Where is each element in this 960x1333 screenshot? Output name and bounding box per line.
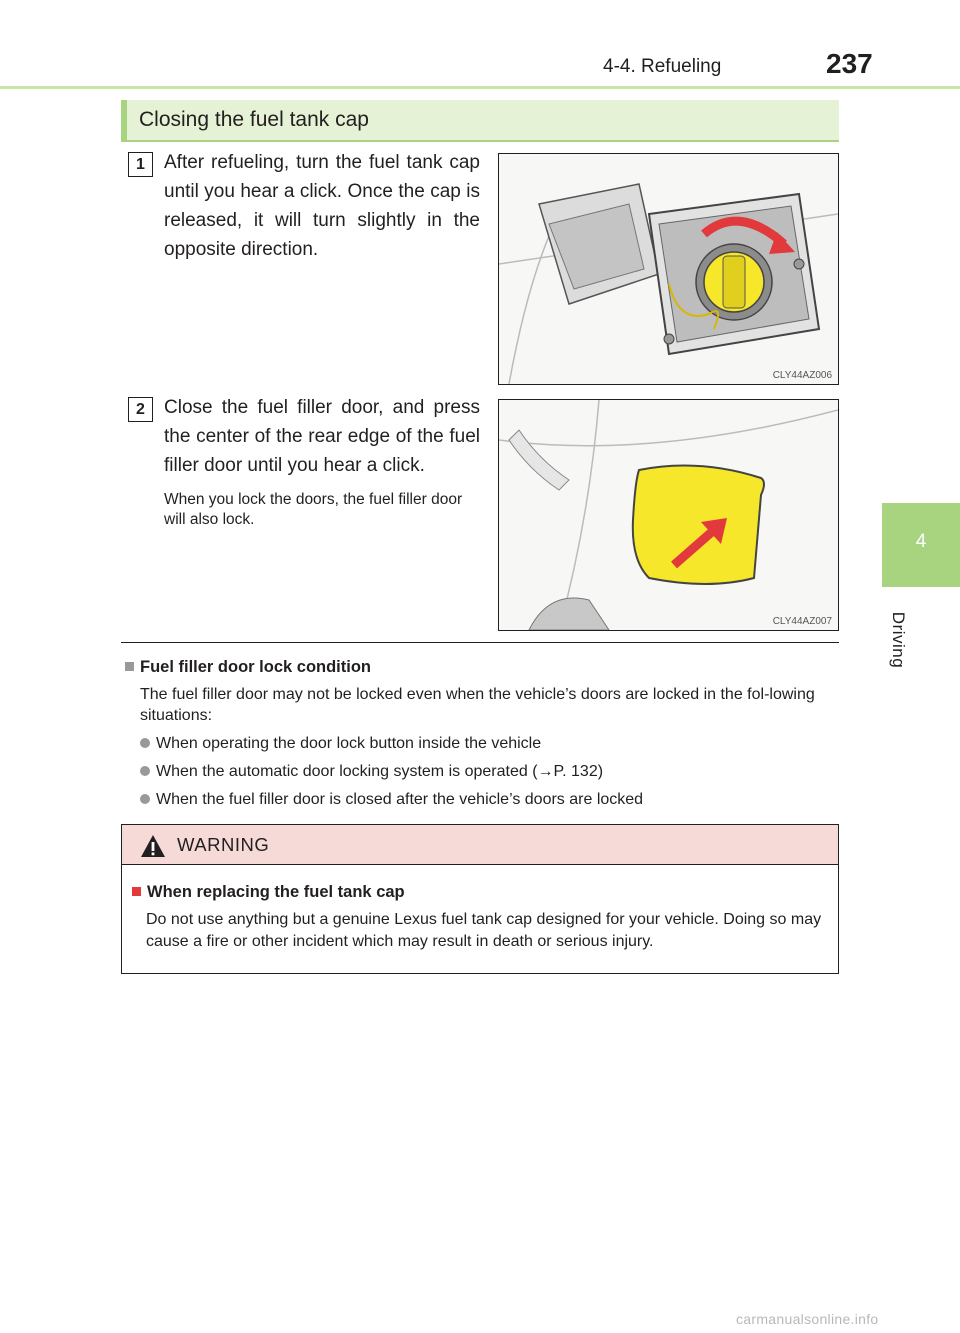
note-heading bbox=[125, 658, 371, 677]
step-2-number: 2 bbox=[128, 397, 153, 422]
square-bullet-icon bbox=[132, 887, 141, 896]
step-1-number: 1 bbox=[128, 152, 153, 177]
list-item-text: When operating the door lock button inside the vehicle bbox=[156, 735, 542, 752]
section-label: 4-4. Refueling bbox=[603, 56, 722, 77]
page-number: 237 bbox=[826, 48, 873, 79]
warning-subheading bbox=[132, 883, 405, 902]
square-bullet-icon bbox=[125, 662, 134, 671]
section-title: Closing the fuel tank cap bbox=[139, 108, 369, 131]
illustration-code: CLY44AZ006 bbox=[772, 370, 832, 381]
chapter-name: Driving bbox=[889, 611, 908, 669]
watermark[interactable]: carmanualsonline.info bbox=[736, 1311, 879, 1327]
fuel-cap-drawing bbox=[499, 154, 838, 384]
warning-header bbox=[122, 825, 838, 865]
list-item-text: When the fuel filler door is closed after the vehicle’s doors are locked bbox=[156, 791, 644, 808]
chapter-tab[interactable] bbox=[882, 503, 960, 587]
note-body: The fuel filler door may not be locked even when the vehicle’s doors are locked in the fol-lowing situations: bbox=[140, 686, 815, 724]
warning-body: Do not use anything but a genuine Lexus fuel tank cap designed for your vehicle. Doing so may cause a fire or other incident which may result in death or serious injury. bbox=[146, 911, 822, 950]
warning-triangle-icon bbox=[140, 834, 166, 863]
circle-bullet-icon bbox=[140, 794, 150, 804]
step-1-text: After refueling, turn the fuel tank cap until you hear a click. Once the cap is released, it will turn slightly in the opposite direction. bbox=[164, 152, 480, 260]
section-title-bar bbox=[121, 100, 839, 140]
warning-subheading-text: When replacing the fuel tank cap bbox=[147, 883, 405, 901]
circle-bullet-icon bbox=[140, 738, 150, 748]
fuel-door-illustration bbox=[498, 399, 839, 631]
fuel-cap-illustration bbox=[498, 153, 839, 385]
fuel-door-drawing bbox=[499, 400, 838, 630]
header-rule bbox=[0, 86, 960, 89]
chapter-number: 4 bbox=[915, 531, 927, 552]
illustration-code: CLY44AZ007 bbox=[772, 616, 832, 627]
step-2-text: Close the fuel filler door, and press the center of the rear edge of the fuel filler door until you hear a click. bbox=[164, 397, 480, 476]
list-item-text: When the automatic door locking system is operated (→P. 132) bbox=[156, 763, 604, 780]
list-item bbox=[140, 791, 643, 809]
step-2-note: When you lock the doors, the fuel filler door will also lock. bbox=[164, 491, 463, 528]
list-item bbox=[140, 735, 541, 753]
note-heading-text: Fuel filler door lock condition bbox=[140, 658, 372, 676]
section-divider bbox=[121, 642, 839, 643]
warning-box bbox=[121, 824, 839, 974]
list-item bbox=[140, 763, 603, 781]
circle-bullet-icon bbox=[140, 766, 150, 776]
section-title-underline bbox=[121, 140, 839, 142]
warning-title: WARNING bbox=[177, 834, 270, 855]
